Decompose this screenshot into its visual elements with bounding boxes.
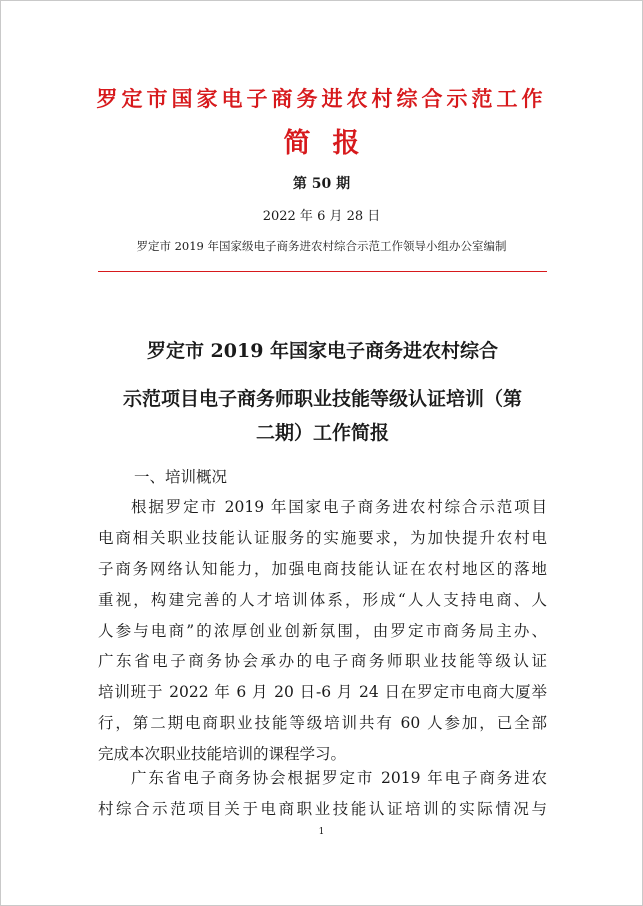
bulletin-org-title: 罗定市国家电子商务进农村综合示范工作: [96, 86, 547, 111]
editor-office: 罗定市 2019 年国家级电子商务进农村综合示范工作领导小组办公室编制: [136, 239, 507, 253]
paragraph-line: 子商务网络认知能力，加强电商技能认证在农村地区的落地: [98, 559, 547, 578]
paragraph-line: 人参与电商”的浓厚创业创新氛围，由罗定市商务局主办、: [98, 621, 547, 640]
issue-date: 2022 年 6 月 28 日: [262, 209, 381, 224]
paragraph-line: 重视，构建完善的人才培训体系，形成“人人支持电商、人: [98, 590, 547, 609]
paragraph-line: 广东省电子商务协会根据罗定市 2019 年电子商务进农: [131, 769, 547, 787]
article-title-line-1: 罗定市 2019 年国家电子商务进农村综合: [146, 340, 499, 362]
paragraph-line: 完成本次职业技能培训的课程学习。: [98, 745, 347, 764]
paragraph-2: [98, 763, 547, 825]
bulletin-brief-label: 简报: [283, 128, 382, 159]
section-heading: 一、培训概况: [134, 468, 228, 486]
paragraph-line: 村综合示范项目关于电商职业技能认证培训的实际情况与: [98, 799, 547, 818]
paragraph-1: [98, 492, 547, 770]
header-divider: [98, 271, 547, 272]
paragraph-line: 电商相关职业技能认证服务的实施要求，为加快提升农村电: [98, 528, 547, 547]
issue-number: 第 50 期: [292, 176, 351, 192]
page-number: 1: [318, 827, 325, 837]
paragraph-line: 培训班于 2022 年 6 月 20 日-6 月 24 日在罗定市电商大厦举: [98, 683, 547, 702]
article-title-line-2: 示范项目电子商务师职业技能等级认证培训（第: [122, 388, 522, 410]
paragraph-line: 广东省电子商务协会承办的电子商务师职业技能等级认证: [98, 652, 547, 671]
article-title-line-3: 二期）工作简报: [255, 422, 389, 444]
paragraph-line: 根据罗定市 2019 年国家电子商务进农村综合示范项目: [131, 498, 547, 516]
paragraph-line: 行，第二期电商职业技能等级培训共有 60 人参加，已全部: [98, 714, 547, 733]
